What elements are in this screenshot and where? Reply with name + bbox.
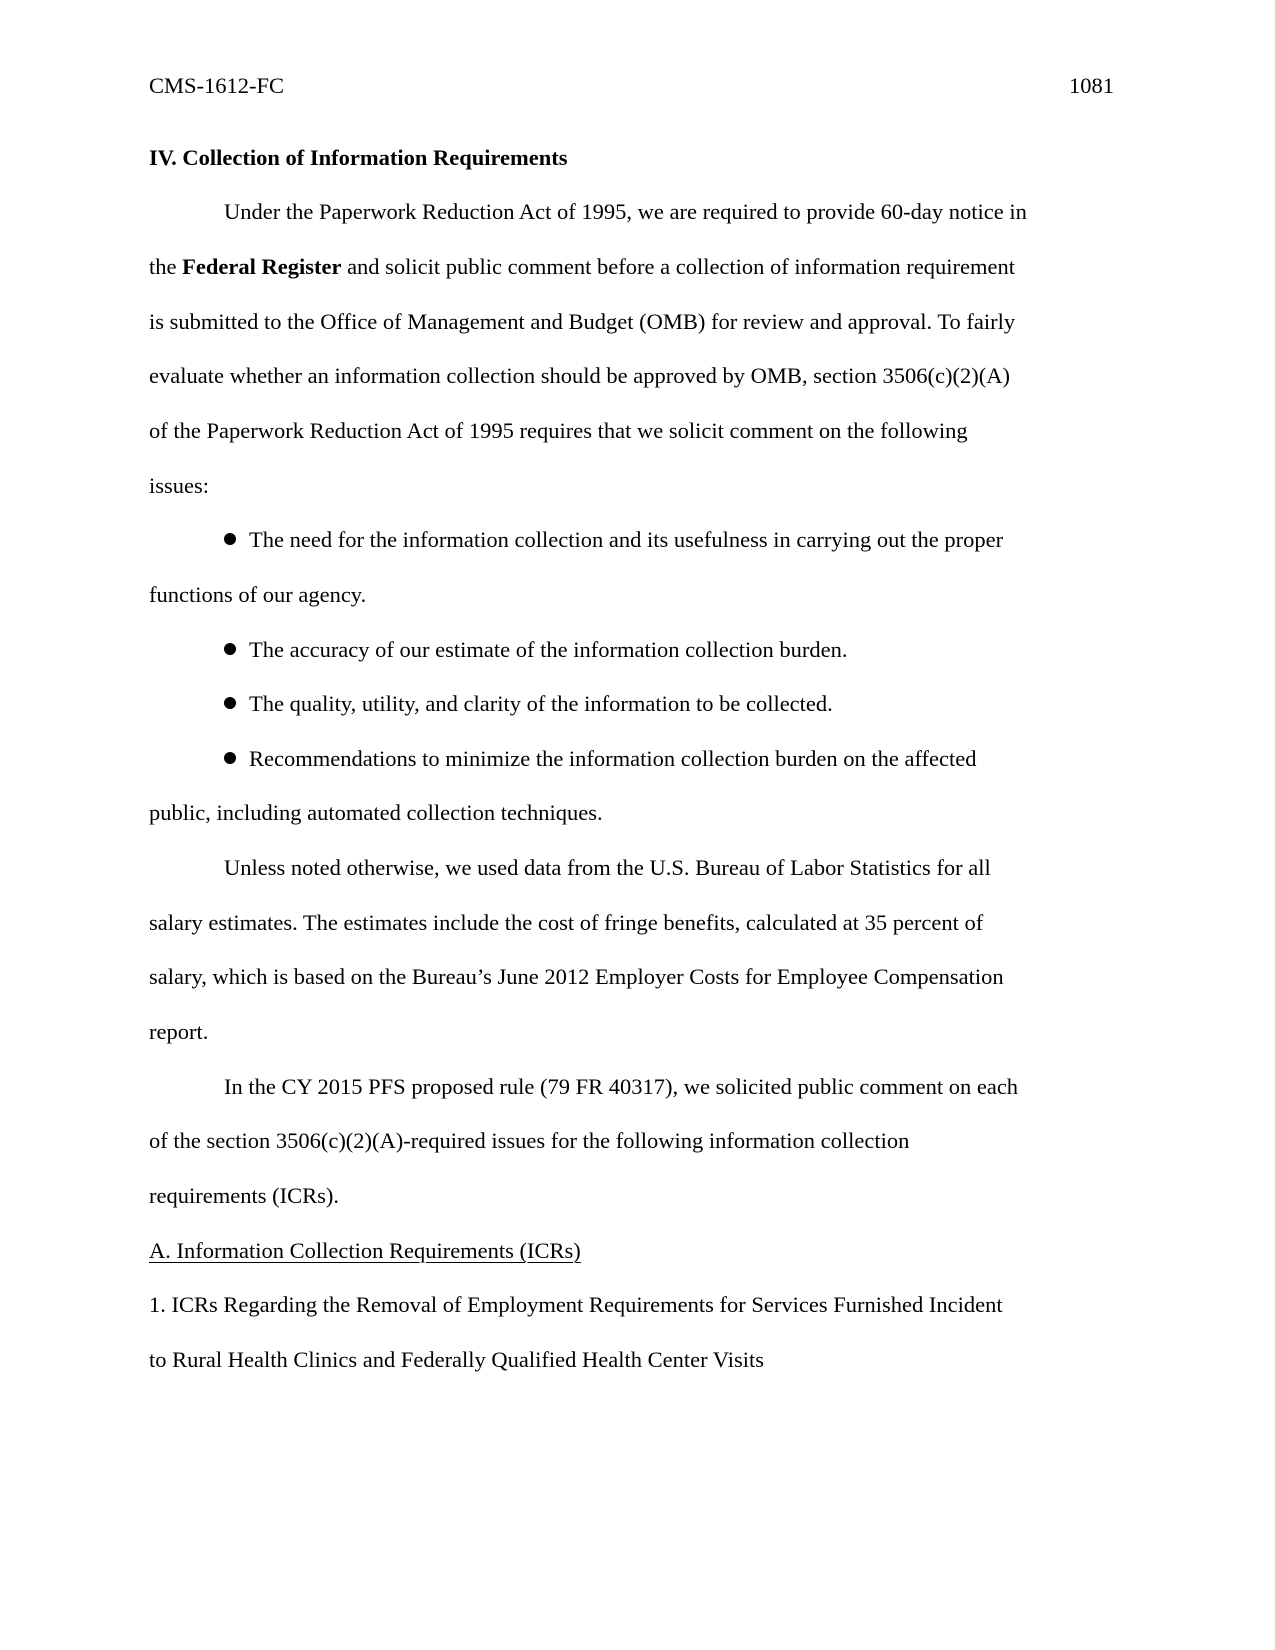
text-line: Unless noted otherwise, we used data from the U.S. Bureau of Labor Statistics for all xyxy=(224,855,991,880)
text-line: issues: xyxy=(149,473,210,498)
list-item xyxy=(224,529,1003,552)
bullet-icon xyxy=(224,697,236,709)
text-line: of the section 3506(c)(2)(A)-required issues for the following information collection xyxy=(149,1128,910,1153)
text-line: report. xyxy=(149,1019,209,1044)
text-line: salary, which is based on the Bureau’s June 2012 Employer Costs for Employee Compensation xyxy=(149,964,1004,989)
list-item xyxy=(224,693,833,716)
list-item-continuation: functions of our agency. xyxy=(149,582,367,607)
list-item-text: Recommendations to minimize the information collection burden on the affected xyxy=(249,746,977,771)
text-line: requirements (ICRs). xyxy=(149,1183,339,1208)
text-line: is submitted to the Office of Management and Budget (OMB) for review and approval. To fairly xyxy=(149,309,1016,334)
text-line: In the CY 2015 PFS proposed rule (79 FR 40317), we solicited public comment on each xyxy=(224,1074,1019,1099)
subsection-heading: A. Information Collection Requirements (ICRs) xyxy=(149,1238,581,1263)
federal-register-bold: Federal Register xyxy=(182,254,342,279)
bullet-icon xyxy=(224,752,236,764)
list-item xyxy=(224,639,848,662)
list-item xyxy=(224,748,977,771)
text-line: to Rural Health Clinics and Federally Qualified Health Center Visits xyxy=(149,1347,764,1372)
document-id: CMS-1612-FC xyxy=(149,73,285,98)
bullet-icon xyxy=(224,533,236,545)
text-run: and solicit public comment before a collection of information requirement xyxy=(341,254,1015,279)
text-line: of the Paperwork Reduction Act of 1995 requires that we solicit comment on the following xyxy=(149,418,968,443)
list-item-text: The accuracy of our estimate of the information collection burden. xyxy=(249,637,848,662)
list-item-text: The quality, utility, and clarity of the information to be collected. xyxy=(249,691,833,716)
text-run: the xyxy=(149,254,183,279)
list-item-continuation: public, including automated collection techniques. xyxy=(149,800,603,825)
text-line: evaluate whether an information collection should be approved by OMB, section 3506(c)(2)(A) xyxy=(149,363,1010,388)
list-item-text: The need for the information collection and its usefulness in carrying out the proper xyxy=(249,527,1004,552)
text-line: salary estimates. The estimates include the cost of fringe benefits, calculated at 35 percent of xyxy=(149,910,984,935)
page-number: 1081 xyxy=(1069,73,1114,98)
text-line: Under the Paperwork Reduction Act of 1995, we are required to provide 60-day notice in xyxy=(224,199,1027,224)
text-line xyxy=(149,256,1015,279)
text-line: 1. ICRs Regarding the Removal of Employment Requirements for Services Furnished Incident xyxy=(149,1292,1003,1317)
bullet-icon xyxy=(224,643,236,655)
section-heading: IV. Collection of Information Requirements xyxy=(149,145,568,170)
